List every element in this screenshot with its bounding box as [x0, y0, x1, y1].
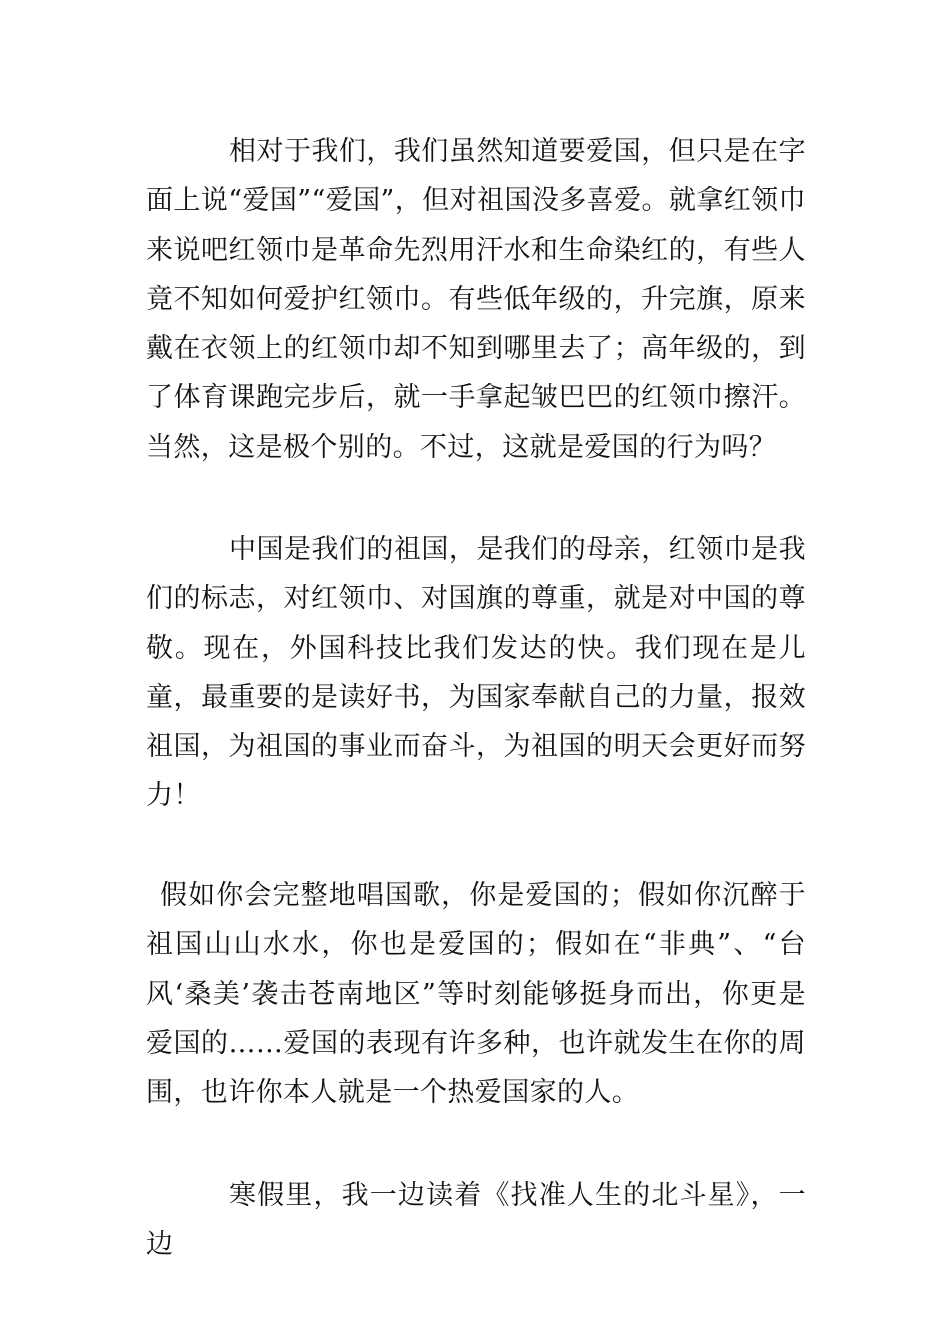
paragraph-1: 相对于我们，我们虽然知道要爱国，但只是在字面上说“爱国”“爱国”，但对祖国没多喜爱。就拿红领巾来说吧红领巾是革命先烈用汗水和生命染红的，有些人竟不知如何爱护红领巾。有些低年级的，升完旗，原来戴在衣领上的红领巾却不知到哪里去了；高年级的，到了体育课跑完步后，就一手拿起皱巴巴的红领巾擦汗。当然，这是极个别的。不过，这就是爱国的行为吗？ — [146, 136, 806, 463]
paragraph-2: 中国是我们的祖国，是我们的母亲，红领巾是我们的标志，对红领巾、对国旗的尊重，就是对中国的尊敬。现在，外国科技比我们发达的快。我们现在是儿童，最重要的是读好书，为国家奉献自己的力量，报效祖国，为祖国的事业而奋斗，为祖国的明天会更好而努力！ — [146, 534, 806, 812]
paragraph-3: 假如你会完整地唱国歌，你是爱国的；假如你沉醉于祖国山山水水，你也是爱国的；假如在“非典”、“台风‘桑美’袭击苍南地区”等时刻能够挺身而出，你更是爱国的……爱国的表现有许多种，也许就发生在你的周围，也许你本人就是一个热爱国家的人。 — [146, 880, 806, 1109]
paragraph-4: 寒假里，我一边读着《找准人生的北斗星》，一边 — [146, 1180, 806, 1261]
